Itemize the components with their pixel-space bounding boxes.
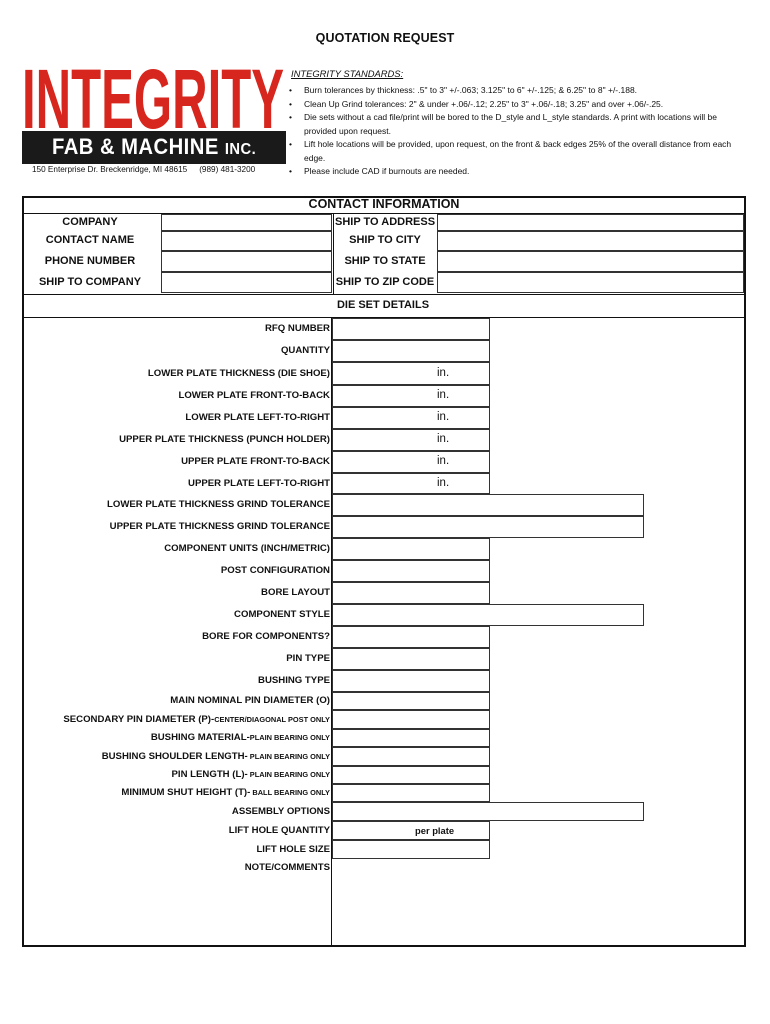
die-set-label — [151, 732, 330, 743]
page-title: QUOTATION REQUEST — [315, 31, 455, 45]
standards-item: • Please include CAD if burnouts are needed. — [289, 165, 734, 179]
die-set-input-22[interactable] — [332, 784, 490, 802]
die-set-label — [119, 434, 330, 445]
contact-label: COMPANY — [62, 215, 118, 228]
die-set-label-note: PLAIN BEARING ONLY — [247, 770, 330, 779]
die-set-label-text: LIFT HOLE QUANTITY — [228, 824, 330, 836]
die-set-label-note: PLAIN BEARING ONLY — [247, 751, 330, 761]
die-set-label — [281, 345, 330, 356]
die-set-input-0[interactable] — [332, 318, 490, 340]
die-set-label-text: LOWER PLATE LEFT-TO-RIGHT — [185, 412, 330, 423]
die-set-input-10[interactable] — [332, 538, 490, 560]
die-set-label — [185, 412, 330, 423]
ship-label: SHIP TO STATE — [344, 254, 426, 267]
contact-heading: CONTACT INFORMATION — [308, 197, 460, 211]
die-set-label-text: COMPONENT UNITS (INCH/METRIC) — [164, 543, 330, 554]
die-set-label — [256, 844, 330, 855]
die-set-label-text: BUSHING MATERIAL- — [150, 732, 250, 743]
die-set-label — [121, 787, 330, 798]
die-set-input-16[interactable] — [332, 670, 490, 692]
die-set-input-15[interactable] — [332, 648, 490, 670]
die-set-input-1[interactable] — [332, 340, 490, 362]
die-set-label-note: BALL BEARING ONLY — [250, 788, 330, 797]
die-set-label-text: BUSHING TYPE — [258, 675, 330, 686]
die-set-label-text: POST CONFIGURATION — [220, 565, 330, 576]
die-set-label — [170, 695, 330, 706]
die-set-label-text: COMPONENT STYLE — [234, 609, 330, 620]
ship-label: SHIP TO ZIP CODE — [335, 275, 435, 288]
divider — [22, 294, 746, 295]
die-set-label-text: LOWER PLATE THICKNESS GRIND TOLERANCE — [107, 499, 330, 510]
unit-label: in. — [437, 433, 450, 445]
die-set-label — [221, 565, 330, 576]
die-set-input-3[interactable] — [332, 385, 490, 407]
standards-item: • Clean Up Grind tolerances: 2" & under +.06/-.12; 2.25" to 3" +.06/-.18; 3.25" and over +.06/-.25. — [289, 98, 734, 112]
die-set-label-text: UPPER PLATE THICKNESS GRIND TOLERANCE — [109, 521, 330, 532]
standards-item: • Die sets without a cad file/print will be bored to the D_style and L_style standards. A print with locations will be provided upon request. — [289, 111, 734, 138]
die-set-input-19[interactable] — [332, 729, 490, 747]
die-set-label — [63, 714, 330, 725]
die-set-label — [188, 478, 330, 489]
ship-input-3[interactable] — [437, 272, 744, 293]
die-set-label-text: NOTE/COMMENTS — [244, 862, 330, 873]
ship-input-0[interactable] — [437, 214, 744, 231]
die-set-label — [110, 521, 330, 532]
logo-sub-main: FAB & MACHINE — [52, 134, 219, 159]
unit-label: in. — [437, 455, 450, 467]
die-set-label — [245, 862, 330, 873]
die-set-label-text: PIN LENGTH (L)- — [171, 769, 248, 780]
die-set-input-9[interactable] — [332, 516, 644, 538]
die-set-label-note: CENTER/DIAGONAL POST ONLY — [214, 714, 330, 724]
die-set-label-text: LOWER PLATE FRONT-TO-BACK — [178, 390, 330, 401]
die-set-input-8[interactable] — [332, 494, 644, 516]
die-set-label-text: UPPER PLATE THICKNESS (PUNCH HOLDER) — [119, 434, 330, 445]
contact-label: SHIP TO COMPANY — [38, 275, 142, 288]
ship-input-1[interactable] — [437, 231, 744, 251]
contact-label: PHONE NUMBER — [44, 254, 136, 267]
contact-input-1[interactable] — [161, 231, 332, 251]
die-set-label — [202, 631, 330, 642]
die-set-label-text: RFQ NUMBER — [264, 323, 330, 334]
die-set-label-text: LOWER PLATE THICKNESS (DIE SHOE) — [147, 367, 330, 379]
die-set-label — [164, 543, 330, 554]
ship-input-2[interactable] — [437, 251, 744, 272]
die-set-label — [107, 499, 330, 510]
unit-label: in. — [437, 366, 450, 379]
die-set-input-4[interactable] — [332, 407, 490, 429]
die-set-input-21[interactable] — [332, 766, 490, 784]
address-text: 150 Enterprise Dr. Breckenridge, MI 48615 — [32, 165, 188, 174]
svg-text:INTEGRITY: INTEGRITY — [22, 66, 284, 130]
die-set-input-20[interactable] — [332, 747, 490, 766]
die-set-label-text: BUSHING SHOULDER LENGTH- — [101, 750, 248, 762]
die-set-input-23[interactable] — [332, 802, 644, 821]
die-set-label-text: LIFT HOLE SIZE — [256, 843, 330, 855]
die-set-input-2[interactable] — [332, 362, 490, 385]
standards-heading: INTEGRITY STANDARDS: — [291, 68, 404, 79]
die-set-label — [148, 368, 330, 379]
die-set-label — [178, 390, 330, 401]
die-set-label-text: SECONDARY PIN DIAMETER (P)- — [63, 713, 215, 725]
die-set-input-12[interactable] — [332, 582, 490, 604]
die-set-input-24[interactable] — [332, 821, 490, 840]
die-set-label — [286, 653, 330, 664]
die-set-input-11[interactable] — [332, 560, 490, 582]
die-set-label — [234, 609, 330, 620]
die-set-label — [232, 806, 330, 817]
contact-input-0[interactable] — [161, 214, 332, 231]
ship-label: SHIP TO ADDRESS — [335, 215, 436, 228]
die-set-input-18[interactable] — [332, 710, 490, 729]
die-set-label — [265, 323, 330, 334]
divider — [333, 213, 334, 294]
logo-sub-inc: INC. — [224, 141, 257, 158]
die-set-label — [181, 456, 330, 467]
die-set-input-6[interactable] — [332, 451, 490, 473]
die-set-input-25[interactable] — [332, 840, 490, 859]
die-set-label-text: MINIMUM SHUT HEIGHT (T)- — [121, 787, 251, 798]
die-set-label-text: UPPER PLATE LEFT-TO-RIGHT — [188, 477, 330, 489]
unit-label: in. — [437, 476, 450, 489]
die-set-label-text: ASSEMBLY OPTIONS — [231, 805, 330, 817]
die-set-input-13[interactable] — [332, 604, 644, 626]
die-set-label-text: MAIN NOMINAL PIN DIAMETER (O) — [170, 695, 330, 706]
die-set-label-text: UPPER PLATE FRONT-TO-BACK — [181, 456, 330, 467]
die-set-heading: DIE SET DETAILS — [336, 299, 430, 311]
ship-label: SHIP TO CITY — [349, 234, 421, 246]
die-set-label — [261, 587, 330, 598]
die-set-label-text: QUANTITY — [280, 345, 330, 356]
die-set-label-note: PLAIN BEARING ONLY — [249, 733, 330, 742]
unit-label: in. — [437, 389, 450, 401]
die-set-input-14[interactable] — [332, 626, 490, 648]
unit-label: in. — [437, 411, 450, 423]
standards-item: • Lift hole locations will be provided, upon request, on the front & back edges 25% of the overall distance from each edge. — [289, 138, 734, 165]
per-plate-label: per plate — [415, 824, 455, 836]
contact-input-3[interactable] — [161, 272, 332, 293]
die-set-input-5[interactable] — [332, 429, 490, 451]
die-set-label-text: BORE FOR COMPONENTS? — [202, 631, 330, 642]
die-set-input-17[interactable] — [332, 692, 490, 710]
notes-textarea[interactable] — [333, 860, 744, 945]
standards-item: • Burn tolerances by thickness: .5" to 3" +/-.063; 3.125" to 6" +/-.125; & 6.25" to 8" +/-.188. — [289, 84, 734, 98]
die-set-label — [102, 751, 330, 762]
die-set-label — [172, 769, 330, 780]
phone-text: (989) 481-3200 — [199, 165, 256, 174]
die-set-label — [258, 675, 330, 686]
contact-input-2[interactable] — [161, 251, 332, 272]
die-set-label-text: PIN TYPE — [286, 653, 330, 664]
contact-label: CONTACT NAME — [45, 234, 135, 246]
die-set-input-7[interactable] — [332, 473, 490, 494]
die-set-label-text: BORE LAYOUT — [261, 587, 330, 598]
die-set-label — [229, 825, 330, 836]
